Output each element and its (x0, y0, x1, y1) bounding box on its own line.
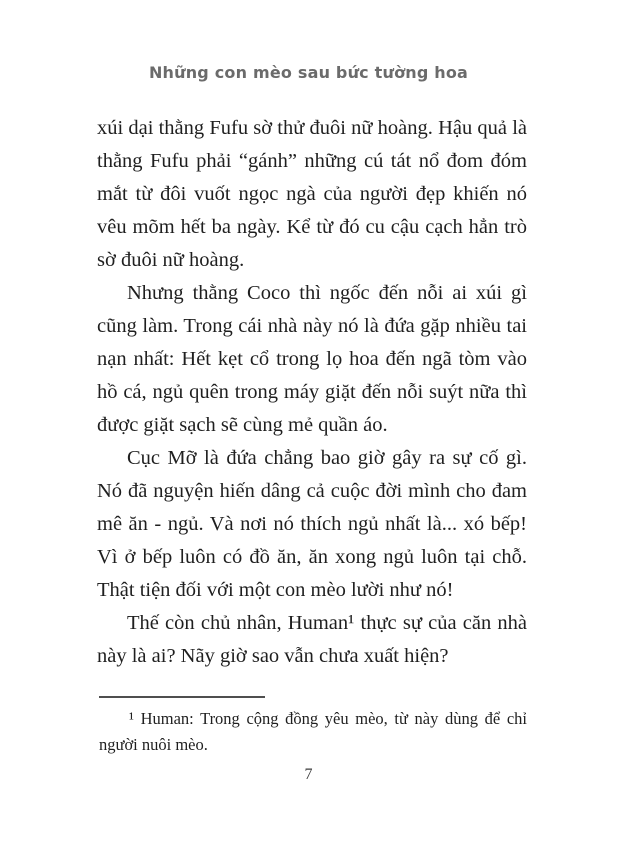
footnote-text: ¹ Human: Trong cộng đồng yêu mèo, từ này dùng để chỉ người nuôi mèo. (99, 709, 527, 754)
body-paragraph: Thế còn chủ nhân, Human¹ thực sự của căn nhà này là ai? Nãy giờ sao vẫn chưa xuất hiện? (97, 612, 527, 667)
running-header: Những con mèo sau bức tường hoa (148, 63, 469, 82)
body-paragraph: Nhưng thằng Coco thì ngốc đến nỗi ai xúi gì cũng làm. Trong cái nhà này nó là đứa gặp nhiều tai nạn nhất: Hết kẹt cổ trong lọ hoa đến ngã tòm vào hồ cá, ngủ quên trong máy giặt đến nỗi suýt nữa thì được giặt sạch sẽ cùng mẻ quần áo. (97, 282, 527, 436)
footnote-separator (99, 696, 265, 698)
footnote-block (99, 696, 527, 758)
body-paragraph: xúi dại thằng Fufu sờ thử đuôi nữ hoàng. Hậu quả là thằng Fufu phải “gánh” những cú tát nổ đom đóm mắt từ đôi vuốt ngọc ngà của người đẹp khiến nó vêu mõm hết ba ngày. Kể từ đó cu cậu cạch hẳn trò sờ đuôi nữ hoàng. (97, 117, 527, 271)
body-text (97, 112, 527, 673)
body-paragraph: Cục Mỡ là đứa chẳng bao giờ gây ra sự cố gì. Nó đã nguyện hiến dâng cả cuộc đời mình cho đam mê ăn - ngủ. Và nơi nó thích ngủ nhất là... xó bếp! Vì ở bếp luôn có đồ ăn, ăn xong ngủ luôn tại chỗ. Thật tiện đối với một con mèo lười như nó! (97, 447, 527, 601)
page-number: 7 (304, 766, 313, 783)
